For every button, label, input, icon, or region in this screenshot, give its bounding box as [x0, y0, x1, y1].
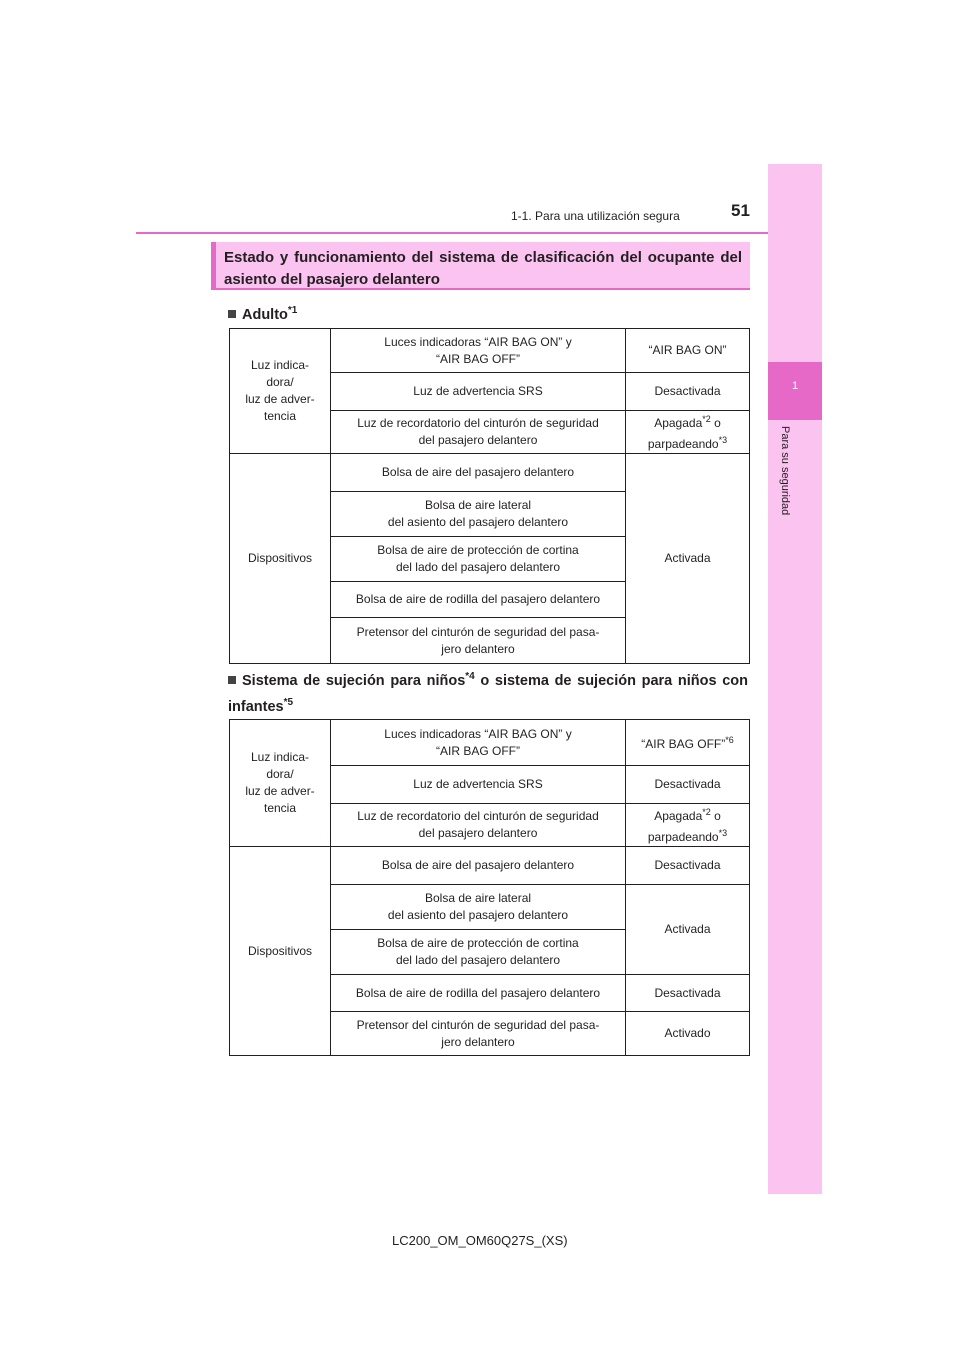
status-cell: “AIR BAG OFF”$^{*6}$ [626, 720, 750, 766]
item-cell: Bolsa de aire de protección de cortina del lado del pasajero delantero [331, 930, 626, 975]
item-cell: Luz de recordatorio del cinturón de seguridad del pasajero delantero [331, 804, 626, 847]
section-heading [211, 242, 750, 290]
chapter-title-text: Para su seguridad [779, 426, 791, 516]
status-cell: Desactivada [626, 766, 750, 804]
footnote-mark: *1 [287, 305, 298, 316]
item-cell: Bolsa de aire de protección de cortina del lado del pasajero delantero [331, 537, 626, 582]
square-bullet-icon [228, 676, 236, 684]
item-cell: Bolsa de aire del pasajero delantero [331, 847, 626, 885]
child-restraint-status-table [229, 719, 750, 1056]
chapter-title [779, 426, 793, 536]
group-label-devices: Dispositivos [230, 454, 331, 664]
square-bullet-icon [228, 310, 236, 318]
status-cell: Desactivada [626, 847, 750, 885]
status-cell: Desactivada [626, 373, 750, 411]
item-cell: Bolsa de aire de rodilla del pasajero delantero [331, 582, 626, 618]
table-row [230, 847, 750, 885]
child-restraint-heading: Sistema de sujeción para niños$^{*4}$ o sistema de sujeción para niños con infantes$^{*5}$ [228, 671, 748, 715]
group-label-devices: Dispositivos [230, 847, 331, 1056]
table-row [230, 329, 750, 373]
item-cell: Bolsa de aire del pasajero delantero [331, 454, 626, 492]
status-cell: Desactivada [626, 975, 750, 1012]
status-cell: Activada [626, 454, 750, 664]
group-label-indicator-lights: Luz indica- dora/ luz de adver- tencia [230, 720, 331, 847]
adult-heading [228, 300, 748, 326]
group-label-indicator-lights: Luz indica- dora/ luz de adver- tencia [230, 329, 331, 454]
item-cell: Luz de advertencia SRS [331, 766, 626, 804]
chapter-side-tab [768, 164, 822, 1194]
item-cell: Bolsa de aire lateral del asiento del pasajero delantero [331, 492, 626, 537]
item-cell: Luces indicadoras “AIR BAG ON” y “AIR BAG OFF” [331, 720, 626, 766]
running-header: 1-1. Para una utilización segura [511, 209, 680, 223]
item-cell: Luz de advertencia SRS [331, 373, 626, 411]
status-cell: Activada [626, 885, 750, 975]
item-cell: Pretensor del cinturón de seguridad del pasa- jero delantero [331, 618, 626, 664]
adult-heading-text: Adulto [242, 306, 288, 323]
table-row [230, 720, 750, 766]
item-cell: Pretensor del cinturón de seguridad del pasa- jero delantero [331, 1012, 626, 1056]
table-row [230, 454, 750, 492]
status-cell: Apagada$^{*2}$ o parpadeando$^{*3}$ [626, 411, 750, 454]
page-number: 51 [731, 201, 750, 220]
adult-status-table [229, 328, 750, 664]
document-code: LC200_OM_OM60Q27S_(XS) [392, 1233, 568, 1248]
status-cell: “AIR BAG ON” [626, 329, 750, 373]
status-cell: Activado [626, 1012, 750, 1056]
item-cell: Bolsa de aire lateral del asiento del pasajero delantero [331, 885, 626, 930]
section-heading-text: Estado y funcionamiento del sistema de clasificación del ocupante del asiento del pasajero delantero [224, 249, 742, 288]
header-divider [136, 232, 822, 234]
footnote-mark: *4 [465, 671, 475, 682]
chapter-number: 1 [791, 380, 799, 392]
item-cell: Bolsa de aire de rodilla del pasajero delantero [331, 975, 626, 1012]
status-cell: Apagada$^{*2}$ o parpadeando$^{*3}$ [626, 804, 750, 847]
item-cell: Luces indicadoras “AIR BAG ON” y “AIR BAG OFF” [331, 329, 626, 373]
footnote-mark: *5 [283, 696, 294, 708]
item-cell: Luz de recordatorio del cinturón de seguridad del pasajero delantero [331, 411, 626, 454]
